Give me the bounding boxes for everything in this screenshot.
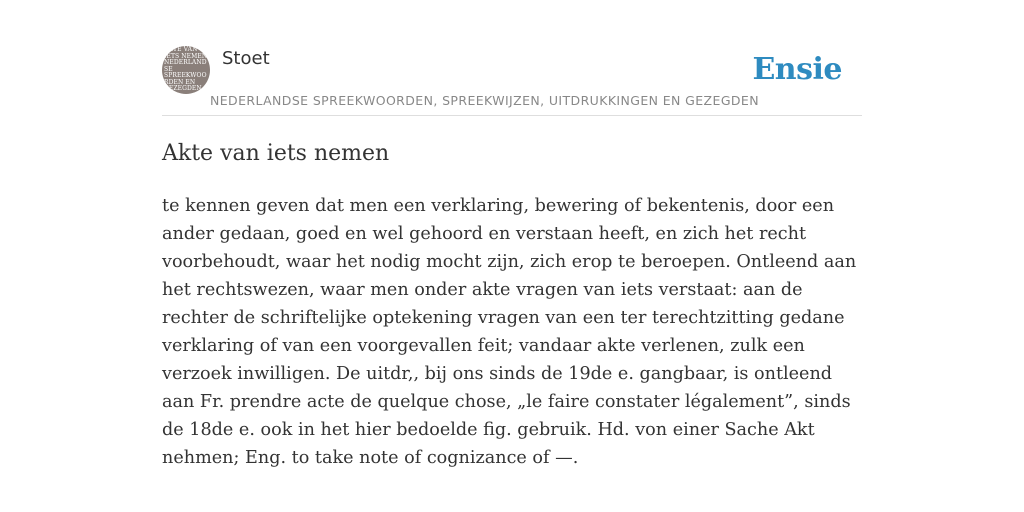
site-header: [162, 46, 862, 116]
source-subtitle[interactable]: NEDERLANDSE SPREEKWOORDEN, SPREEKWIJZEN, UITDRUKKINGEN EN GEZEGDEN: [210, 93, 759, 108]
entry-title: Akte van iets nemen: [162, 141, 390, 166]
entry-body: te kennen geven dat men een verklaring, bewering of bekentenis, door een ander gedaan, goed en wel gehoord en verstaan heeft, en zich het recht voorbehoudt, waar het nodig mocht zijn, zich erop te beroepen. Ontleend aan het rechtswezen, waar men onder akte vragen van iets verstaat: aan de rechter de schriftelijke optekening vragen van een ter terechtzitting gedane verklaring of van een voorgevallen feit; vandaar akte verlenen, zulk een verzoek inwilligen. De uitdr,, bij ons sinds de 19de e. gangbaar, is ontleend aan Fr. prendre acte de quelque chose, „le faire constater légalement”, sinds de 18de e. ook in het hier bedoelde fig. gebruik. Hd. von einer Sache Akt nehmen; Eng. to take note of cognizance of —.: [162, 196, 857, 468]
author-name[interactable]: Stoet: [222, 48, 270, 69]
avatar[interactable]: [162, 46, 210, 94]
header-divider: [162, 115, 862, 116]
avatar-text: AKTE VAN IETS NEMEN NEDERLANDSE SPREEKWOORDEN EN GEZEGDEN: [164, 46, 208, 93]
brand-logo[interactable]: Ensie: [752, 52, 842, 87]
